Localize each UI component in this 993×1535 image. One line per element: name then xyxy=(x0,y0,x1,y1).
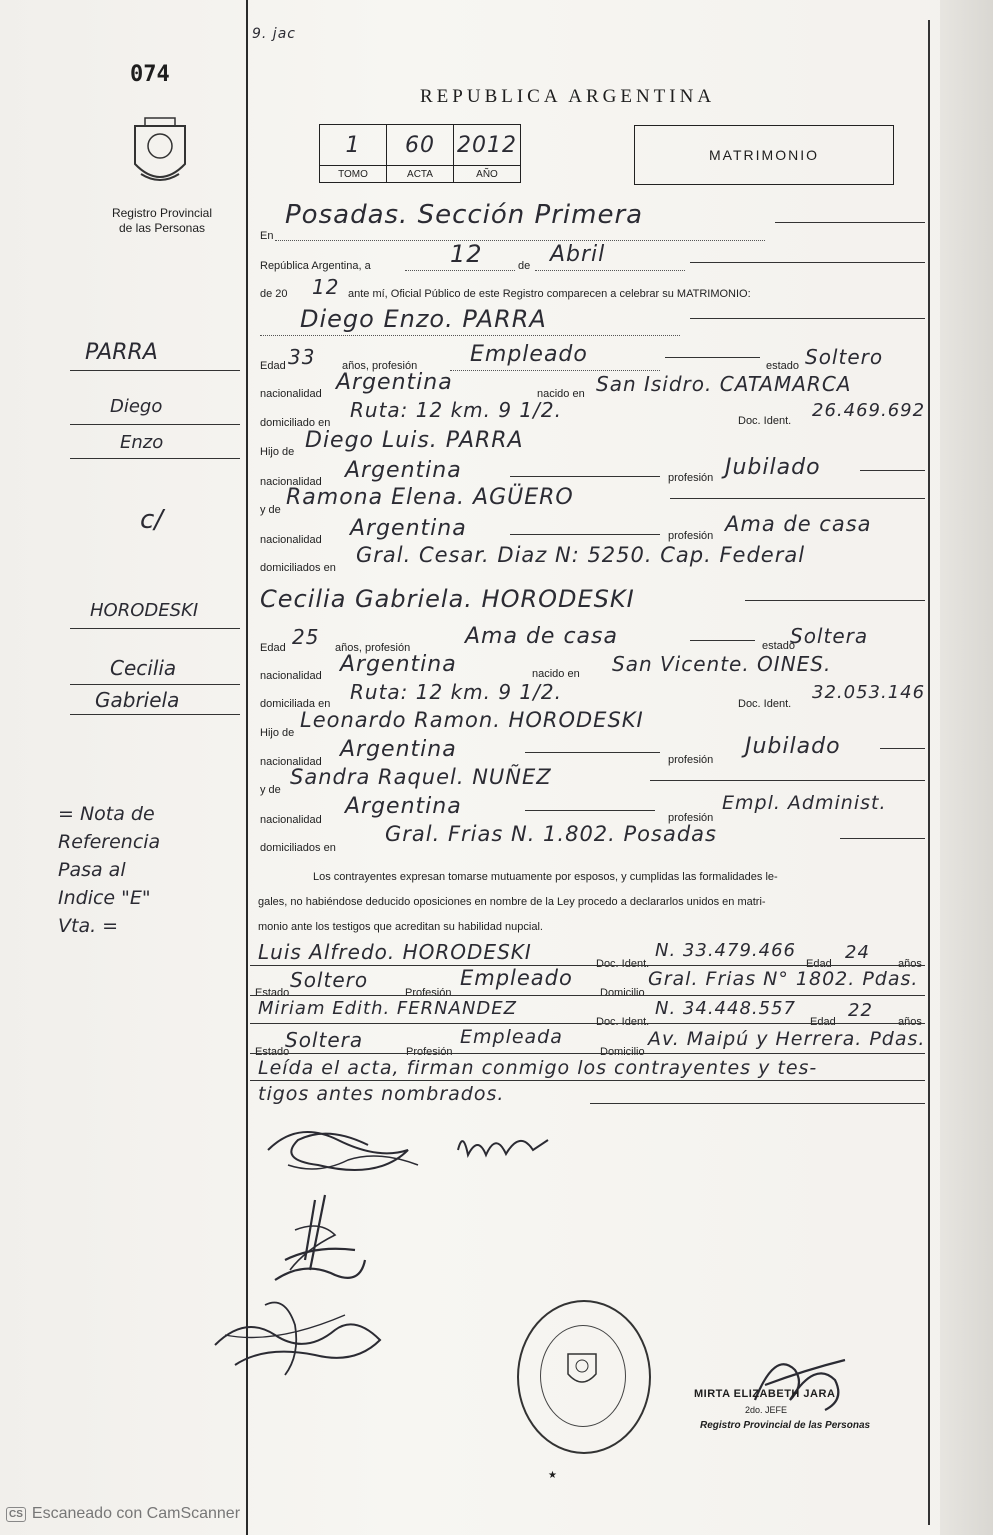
declaration-line-1: Los contrayentes expresan tomarse mutuamente por esposos, y cumplidas las formalidades le- xyxy=(313,871,778,883)
bride-doc: 32.053.146 xyxy=(812,682,926,703)
groom-status: Soltero xyxy=(805,345,884,369)
bride-mother-nationality: Argentina xyxy=(345,794,462,819)
official-role: 2do. JEFE xyxy=(745,1405,788,1415)
margin-bride-given-2: Gabriela xyxy=(95,688,180,712)
declaration-line-2: gales, no habiéndose deducido oposiciones en nombre de la Ley procedo a declararlos unidos en matri- xyxy=(258,896,766,908)
coat-of-arms-icon xyxy=(125,114,195,194)
groom-father-nat-label: nacionalidad xyxy=(260,476,322,488)
declaration-line-3: monio ante los testigos que acreditan su habilidad nupcial. xyxy=(258,921,543,933)
corner-mark: 9. jac xyxy=(252,26,296,42)
groom-address-label: domiciliado en xyxy=(260,417,331,429)
witness-2-address-label: Domicilio xyxy=(600,1046,645,1058)
witness-1-name: Luis Alfredo. HORODESKI xyxy=(258,940,532,964)
margin-bride-surname: HORODESKI xyxy=(90,600,199,621)
witness-2-name: Miriam Edith. FERNANDEZ xyxy=(258,998,517,1019)
bride-father-nationality: Argentina xyxy=(340,737,457,762)
groom-mother-nationality: Argentina xyxy=(350,516,467,541)
groom-father-label: Hijo de xyxy=(260,446,295,458)
witness-2-status: Soltera xyxy=(285,1028,364,1052)
witness-2-profession: Empleada xyxy=(460,1026,563,1048)
groom-age-label: Edad xyxy=(260,360,286,372)
binding-edge xyxy=(940,0,993,1535)
seal-star-icon: ★ xyxy=(548,1470,557,1481)
bride-born-in: San Vicente. OINES. xyxy=(612,652,832,676)
groom-doc-label: Doc. Ident. xyxy=(738,415,792,427)
signature-witness-1-icon xyxy=(205,1285,405,1385)
bride-father-label: Hijo de xyxy=(260,727,295,739)
groom-nationality: Argentina xyxy=(336,370,453,395)
tomo-label: TOMO xyxy=(320,166,387,183)
right-rule xyxy=(928,20,930,1525)
bride-profession-label: años, profesión xyxy=(335,642,411,654)
bride-status: Soltera xyxy=(790,624,869,648)
bride-father-prof-label: profesión xyxy=(668,754,714,766)
bride-doc-label: Doc. Ident. xyxy=(738,698,792,710)
witness-2-doc-label: Doc. Ident. xyxy=(596,1016,650,1028)
witness-2-doc: N. 34.448.557 xyxy=(655,998,796,1019)
groom-born-label: nacido en xyxy=(537,388,585,400)
groom-doc: 26.469.692 xyxy=(812,400,926,421)
margin-bride-given-1: Cecilia xyxy=(110,656,177,680)
closing-line-1: Leída el acta, firman conmigo los contrayentes y tes- xyxy=(258,1057,818,1079)
groom-profession: Empleado xyxy=(470,342,588,367)
groom-parents-address-label: domiciliados en xyxy=(260,562,336,574)
bride-father: Leonardo Ramon. HORODESKI xyxy=(300,708,644,732)
witness-1-status-label: Estado xyxy=(255,987,290,999)
margin-groom-given-1: Diego xyxy=(110,396,163,417)
bride-mother: Sandra Raquel. NUÑEZ xyxy=(290,765,552,789)
day-value: 12 xyxy=(450,240,483,268)
margin-groom-surname: PARRA xyxy=(85,340,158,365)
statement-text: ante mí, Oficial Público de este Registro comparecen a celebrar su MATRIMONIO: xyxy=(348,288,751,300)
ano-label: AÑO xyxy=(454,166,521,183)
acta-value: 60 xyxy=(387,125,454,166)
bride-address-label: domiciliada en xyxy=(260,698,331,710)
witness-1-age: 24 xyxy=(845,942,870,963)
bride-age: 25 xyxy=(292,625,320,649)
ano-value: 2012 xyxy=(454,125,521,166)
seal-emblem-icon xyxy=(566,1350,598,1390)
groom-age: 33 xyxy=(288,345,316,369)
witness-2-anos-label: años xyxy=(898,1016,922,1028)
bride-parents-address-label: domiciliados en xyxy=(260,842,336,854)
groom-father-nationality: Argentina xyxy=(345,458,462,483)
bride-address: Ruta: 12 km. 9 1/2. xyxy=(350,680,562,704)
witness-1-age-label: Edad xyxy=(806,958,832,970)
bride-age-label: Edad xyxy=(260,642,286,654)
scanner-watermark xyxy=(6,1505,240,1523)
bride-mother-profession: Empl. Administ. xyxy=(722,792,887,814)
groom-father-prof-label: profesión xyxy=(668,472,714,484)
de-label: de xyxy=(518,260,531,272)
year-value: 12 xyxy=(312,275,340,299)
certificate-type: MATRIMONIO xyxy=(634,125,894,185)
groom-mother-prof-label: profesión xyxy=(668,530,714,542)
groom-name: Diego Enzo. PARRA xyxy=(300,305,547,333)
witness-1-anos-label: años xyxy=(898,958,922,970)
acta-number-table xyxy=(319,124,521,183)
groom-profession-label: años, profesión xyxy=(342,360,418,372)
groom-father: Diego Luis. PARRA xyxy=(305,428,524,453)
groom-parents-address: Gral. Cesar. Diaz N: 5250. Cap. Federal xyxy=(356,543,806,567)
republica-label: República Argentina, a xyxy=(260,260,371,272)
official-office: Registro Provincial de las Personas xyxy=(700,1420,871,1431)
groom-nationality-label: nacionalidad xyxy=(260,388,322,400)
witness-1-prof-label: Profesión xyxy=(405,987,452,999)
bride-father-profession: Jubilado xyxy=(745,734,841,759)
witness-1-profession: Empleado xyxy=(460,966,573,990)
signature-groom-icon xyxy=(258,1110,558,1200)
groom-mother-nat-label: nacionalidad xyxy=(260,534,322,546)
witness-1-doc: N. 33.479.466 xyxy=(655,940,796,961)
groom-father-profession: Jubilado xyxy=(725,455,821,480)
bride-mother-label: y de xyxy=(260,784,281,796)
margin-conjunction: c/ xyxy=(140,505,164,535)
en-label: En xyxy=(260,230,274,242)
bride-status-label: estado xyxy=(762,640,796,652)
witness-2-prof-label: Profesión xyxy=(406,1046,453,1058)
witness-2-status-label: Estado xyxy=(255,1046,290,1058)
bride-father-nat-label: nacionalidad xyxy=(260,756,322,768)
groom-mother: Ramona Elena. AGÜERO xyxy=(286,485,574,510)
witness-1-status: Soltero xyxy=(290,968,369,992)
bride-mother-nat-label: nacionalidad xyxy=(260,814,322,826)
tomo-value: 1 xyxy=(320,125,387,166)
witness-1-address-label: Domicilio xyxy=(600,987,645,999)
year-label: de 20 xyxy=(260,288,288,300)
groom-address: Ruta: 12 km. 9 1/2. xyxy=(350,398,562,422)
country-title: REPUBLICA ARGENTINA xyxy=(420,86,716,107)
witness-2-age: 22 xyxy=(848,1000,873,1021)
margin-reference-note: = Nota de Referencia Pasa al Indice "E" Vta. = xyxy=(58,803,161,937)
camscanner-icon: CS xyxy=(6,1507,26,1522)
bride-name: Cecilia Gabriela. HORODESKI xyxy=(260,585,635,613)
witness-1-doc-label: Doc. Ident. xyxy=(596,958,650,970)
bride-born-label: nacido en xyxy=(532,668,580,680)
month-value: Abril xyxy=(550,242,606,267)
groom-mother-label: y de xyxy=(260,504,281,516)
bride-parents-address: Gral. Frias N. 1.802. Posadas xyxy=(385,822,717,846)
groom-born-in: San Isidro. CATAMARCA xyxy=(596,372,852,396)
scanner-text: Escaneado con CamScanner xyxy=(31,1505,241,1522)
bride-mother-prof-label: profesión xyxy=(668,812,714,824)
margin-groom-given-2: Enzo xyxy=(120,432,164,453)
witness-2-age-label: Edad xyxy=(810,1016,836,1028)
place-value: Posadas. Sección Primera xyxy=(285,200,644,230)
folio-number: 074 xyxy=(130,62,170,87)
registry-name: Registro Provincial de las Personas xyxy=(111,206,213,235)
witness-1-address: Gral. Frias N° 1802. Pdas. xyxy=(648,968,919,990)
bride-profession: Ama de casa xyxy=(465,624,618,649)
official-name: MIRTA ELIZABETH JARA xyxy=(694,1388,836,1400)
acta-label: ACTA xyxy=(387,166,454,183)
groom-mother-profession: Ama de casa xyxy=(725,512,872,536)
bride-nationality: Argentina xyxy=(340,652,457,677)
signature-bride-icon xyxy=(265,1190,375,1300)
bride-nationality-label: nacionalidad xyxy=(260,670,322,682)
groom-status-label: estado xyxy=(766,360,800,372)
closing-line-2: tigos antes nombrados. xyxy=(258,1083,505,1105)
witness-2-address: Av. Maipú y Herrera. Pdas. xyxy=(648,1028,926,1050)
